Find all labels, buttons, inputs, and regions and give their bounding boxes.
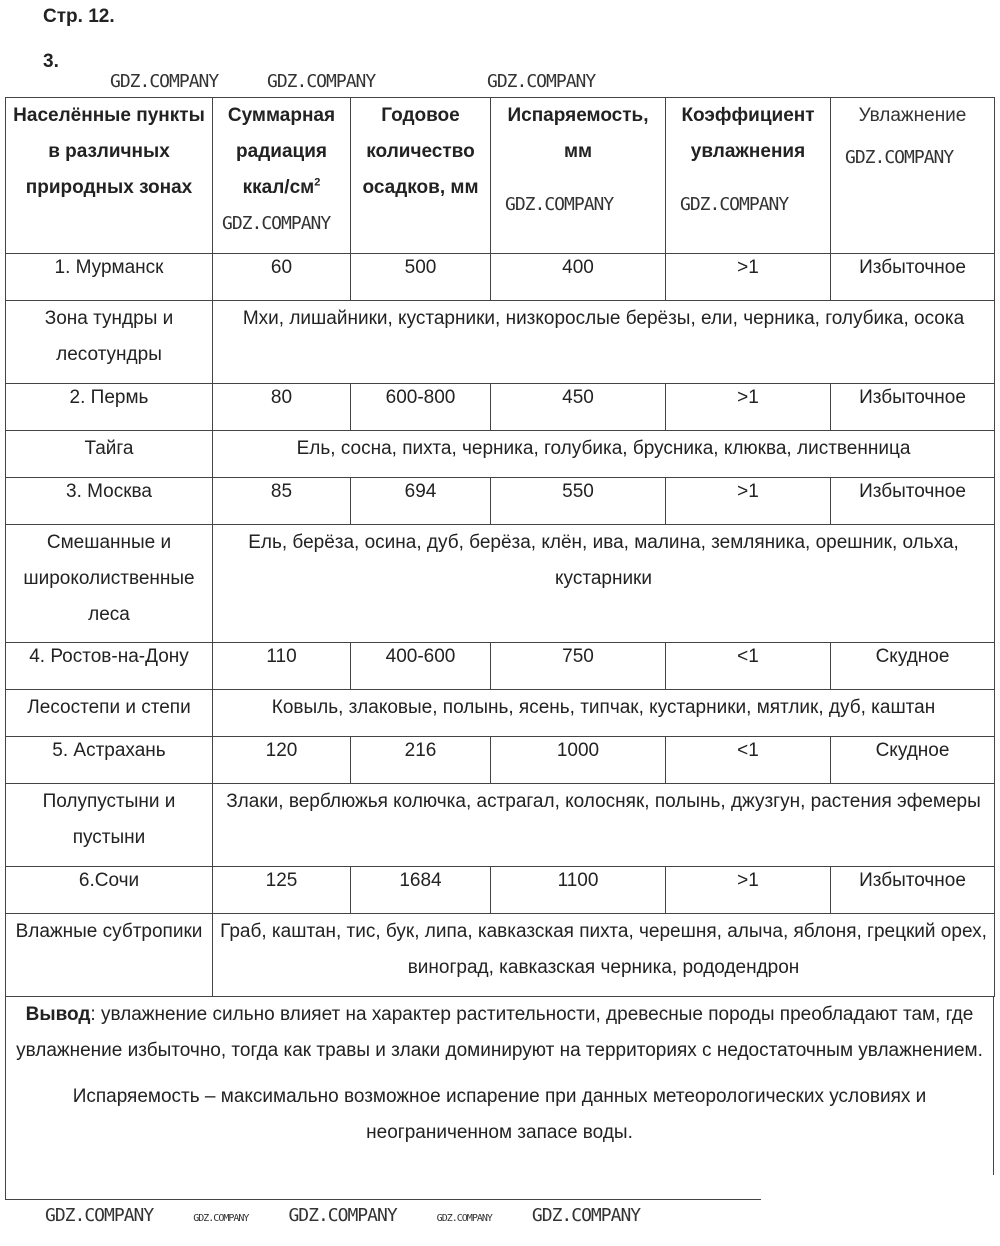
page-label: Стр. 12. [43, 6, 115, 27]
content [5, 97, 994, 1228]
cell-radiation: 110 [213, 643, 351, 690]
zone-row [6, 431, 995, 478]
cell-radiation: 85 [213, 478, 351, 525]
cell-radiation: 60 [213, 254, 351, 301]
zone-row [6, 690, 995, 737]
cell-plants: Граб, каштан, тис, бук, липа, кавказская пихта, черешня, алыча, яблоня, грецкий орех, виноград, кавказская черника, рододендрон [213, 914, 995, 997]
cell-coef: >1 [666, 478, 831, 525]
watermark: GDZ.COMPANY [110, 71, 219, 92]
header-moisture: Увлажнение [831, 98, 995, 254]
cell-plants: Мхи, лишайники, кустарники, низкорослые берёзы, ели, черника, голубика, осока [213, 301, 995, 384]
zone-row [6, 525, 995, 643]
cell-plants: Злаки, верблюжья колючка, астрагал, колосняк, полынь, джузгун, растения эфемеры [213, 784, 995, 867]
cell-evap: 1000 [491, 737, 666, 784]
watermark: GDZ.COMPANY [487, 71, 596, 92]
cell-city: 5. Астрахань [6, 737, 213, 784]
cell-coef: <1 [666, 737, 831, 784]
conclusion-text: : увлажнение сильно влияет на характер растительности, древесные породы преобладают там, где увлажнение избыточно, тогда как травы и злаки доминируют на территориях с недостаточным увлажнением. [16, 1004, 983, 1061]
cell-coef: <1 [666, 643, 831, 690]
conclusion [5, 997, 994, 1175]
header-evaporation: Испаряемость, мм [491, 98, 666, 254]
cell-zone: Полупустыни и пустыни [6, 784, 213, 867]
cell-evap: 1100 [491, 867, 666, 914]
cell-zone: Смешанные и широколиственные леса [6, 525, 213, 643]
header-radiation: Суммарная радиация ккал/$см^2$ [213, 98, 351, 254]
cell-moisture: Скудное [831, 737, 995, 784]
table-row [6, 643, 995, 690]
cell-precip: 600-800 [351, 384, 491, 431]
cell-moisture: Избыточное [831, 384, 995, 431]
zone-row [6, 914, 995, 997]
cell-precip: 500 [351, 254, 491, 301]
watermark: GDZ.COMPANY [680, 194, 789, 215]
cell-precip: 216 [351, 737, 491, 784]
watermark: GDZ.COMPANY [222, 213, 331, 234]
watermark: GDZ.COMPANY [845, 147, 954, 168]
climate-table [5, 97, 995, 997]
header-precipitation: Годовое количество осадков, мм [351, 98, 491, 254]
watermark: GDZ.COMPANY [505, 194, 614, 215]
border [5, 1175, 6, 1199]
watermark-strip [5, 1206, 994, 1228]
cell-evap: 550 [491, 478, 666, 525]
cell-coef: >1 [666, 254, 831, 301]
table-row [6, 867, 995, 914]
cell-precip: 694 [351, 478, 491, 525]
definition: Испаряемость – максимально возможное испарение при данных метеорологических условиях и неограниченном запасе воды. [72, 1086, 927, 1143]
zone-row [6, 301, 995, 384]
cell-radiation: 125 [213, 867, 351, 914]
cell-plants: Ель, сосна, пихта, черника, голубика, брусника, клюква, лиственница [213, 431, 995, 478]
watermark: GDZ.COMPANY [193, 1213, 249, 1224]
table-row [6, 478, 995, 525]
watermark: GDZ.COMPANY [267, 71, 376, 92]
cell-zone: Тайга [6, 431, 213, 478]
cell-moisture: Избыточное [831, 478, 995, 525]
cell-coef: >1 [666, 384, 831, 431]
table-row [6, 384, 995, 431]
conclusion-label: Вывод [25, 1004, 91, 1025]
cell-zone: Влажные субтропики [6, 914, 213, 997]
header-row [6, 98, 995, 254]
cell-city: 4. Ростов-на-Дону [6, 643, 213, 690]
cell-moisture: Избыточное [831, 254, 995, 301]
table-row [6, 737, 995, 784]
cell-evap: 400 [491, 254, 666, 301]
cell-city: 2. Пермь [6, 384, 213, 431]
cell-evap: 750 [491, 643, 666, 690]
cell-precip: 400-600 [351, 643, 491, 690]
cell-radiation: 120 [213, 737, 351, 784]
cell-city: 6.Сочи [6, 867, 213, 914]
cell-precip: 1684 [351, 867, 491, 914]
cell-zone: Лесостепи и степи [6, 690, 213, 737]
divider [5, 1199, 761, 1200]
cell-plants: Ель, берёза, осина, дуб, берёза, клён, ива, малина, земляника, орешник, ольха, кустарники [213, 525, 995, 643]
cell-zone: Зона тундры и лесотундры [6, 301, 213, 384]
watermark: GDZ.COMPANY [436, 1213, 492, 1224]
zone-row [6, 784, 995, 867]
task-number: 3. [43, 51, 59, 72]
cell-moisture: Избыточное [831, 867, 995, 914]
cell-moisture: Скудное [831, 643, 995, 690]
cell-coef: >1 [666, 867, 831, 914]
watermark: GDZ.COMPANY [45, 1205, 154, 1226]
watermark: GDZ.COMPANY [288, 1205, 397, 1226]
header-settlements: Населённые пункты в различных природных зонах [6, 98, 213, 254]
cell-city: 3. Москва [6, 478, 213, 525]
cell-radiation: 80 [213, 384, 351, 431]
cell-city: 1. Мурманск [6, 254, 213, 301]
cell-evap: 450 [491, 384, 666, 431]
table-row [6, 254, 995, 301]
header-coefficient: Коэффициент увлажнения [666, 98, 831, 254]
cell-plants: Ковыль, злаковые, полынь, ясень, типчак, кустарники, мятлик, дуб, каштан [213, 690, 995, 737]
watermark: GDZ.COMPANY [531, 1205, 641, 1226]
